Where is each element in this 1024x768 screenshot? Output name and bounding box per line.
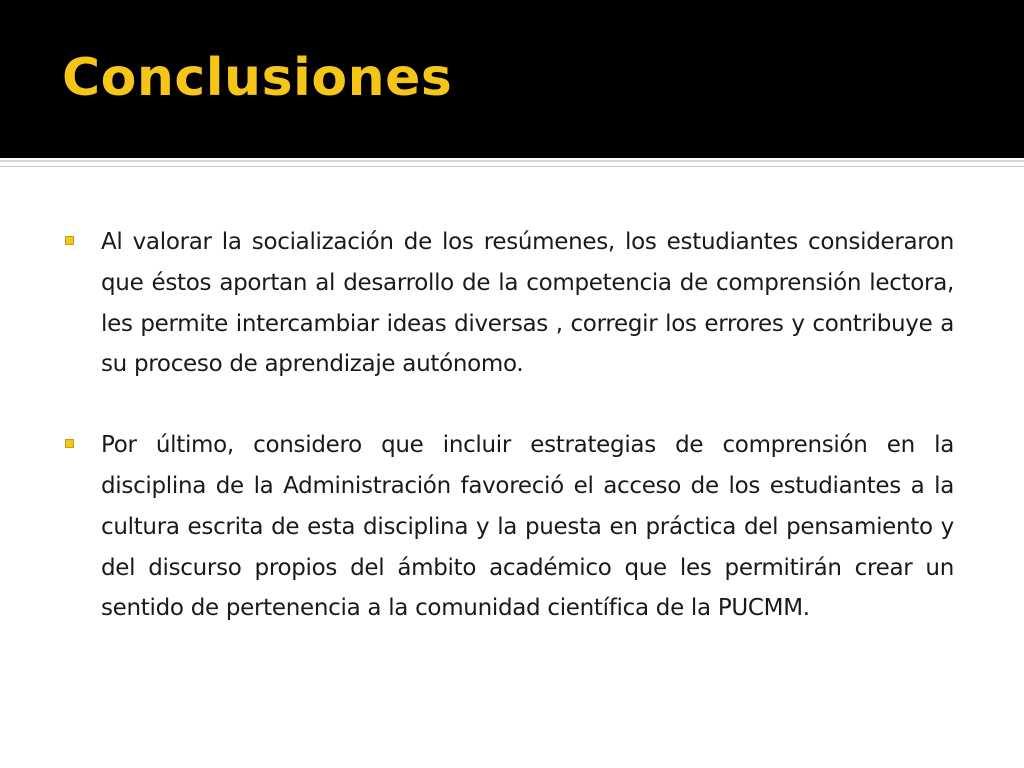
title-band xyxy=(0,0,1024,158)
slide-title: Conclusiones xyxy=(62,48,453,108)
square-bullet-icon xyxy=(65,236,74,245)
title-divider xyxy=(0,160,1024,162)
bullet-text: Por último, considero que incluir estrategias de comprensión en la disciplina de la Administración favoreció el acceso de los estudiantes a la cultura escrita de esta disciplina y la puesta en práctica del pensamiento y del discurso propios del ámbito académico que les permitirán crear un sentido de pertenencia a la comunidad científica de la PUCMM. xyxy=(101,432,954,622)
slide-body xyxy=(62,222,954,669)
bullet-item xyxy=(62,425,954,629)
square-bullet-icon xyxy=(65,439,74,448)
title-divider-thin xyxy=(0,166,1024,167)
bullet-text: Al valorar la socialización de los resúmenes, los estudiantes consideraron que éstos aportan al desarrollo de la competencia de comprensión lectora, les permite intercambiar ideas diversas , corregir los errores y contribuye a su proceso de aprendizaje autónomo. xyxy=(101,229,954,378)
bullet-item xyxy=(62,222,954,385)
